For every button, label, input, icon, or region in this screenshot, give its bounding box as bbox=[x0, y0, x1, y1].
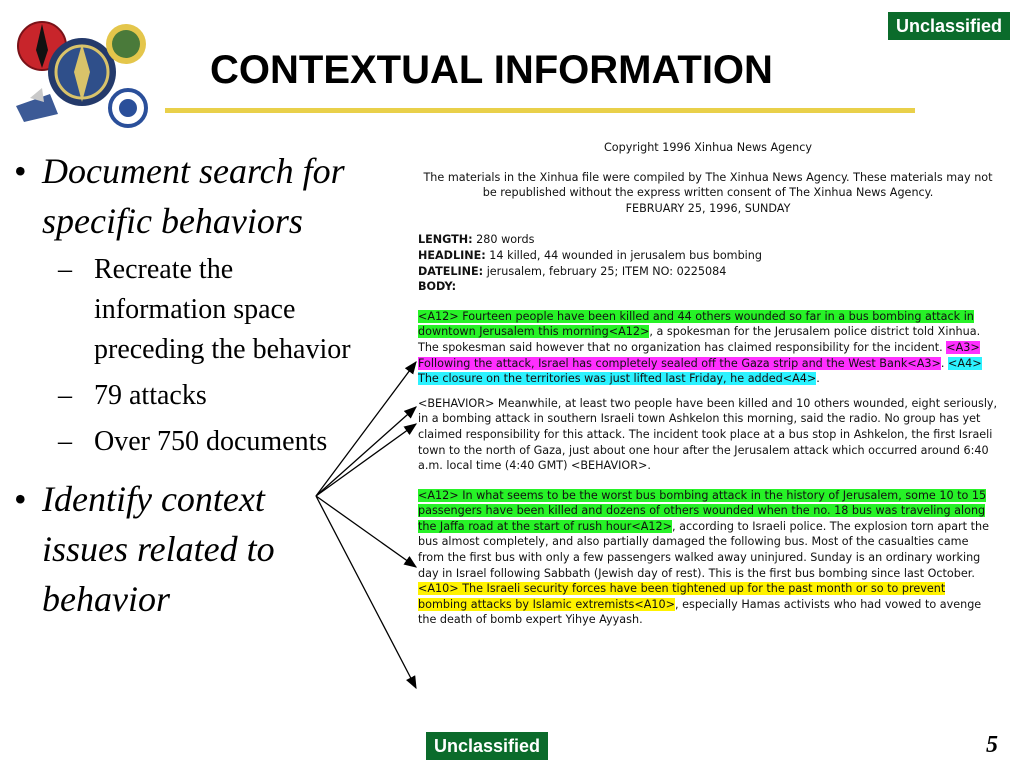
sub-bullet-text: Recreate the information space preceding the behavior bbox=[94, 254, 351, 365]
bullet-text: Identify context issues related to behavior bbox=[42, 479, 275, 619]
sub-bullet-text: Over 750 documents bbox=[94, 426, 328, 457]
usa-socom-seal-icon bbox=[48, 38, 116, 106]
wing-emblem-icon bbox=[16, 88, 58, 122]
dash-symbol: – bbox=[58, 426, 72, 457]
annotation-a10: <A10> The Israeli security forces have been tightened up for the past month or so to prevent bombing attacks by Islamic extremists<A10> bbox=[418, 582, 946, 611]
doc-headline: HEADLINE: 14 killed, 44 wounded in jerusalem bus bombing bbox=[418, 248, 762, 262]
bullet-symbol: • bbox=[14, 151, 27, 191]
page-number: 5 bbox=[986, 732, 998, 758]
doc-copyright: Copyright 1996 Xinhua News Agency bbox=[604, 141, 812, 154]
title-underline bbox=[165, 108, 915, 113]
bullet-document-search bbox=[14, 146, 354, 246]
doc-body-label: BODY: bbox=[418, 280, 457, 294]
doc-notice: The materials in the Xinhua file were compiled by The Xinhua News Agency. These materials may not be republished without the express written consent of The Xinhua News Agency. bbox=[423, 170, 993, 200]
annotation-a12: <A12> In what seems to be the worst bus bombing attack in the history of Jerusalem, some 10 to 15 passengers have been killed and dozens of others wounded when the no. 18 bus was traveling along the Jaffa road at the start of rush hour<A12> bbox=[418, 488, 987, 533]
classification-badge-top: Unclassified bbox=[888, 12, 1010, 40]
doc-dateline: DATELINE: jerusalem, february 25; ITEM NO: 0225084 bbox=[418, 264, 727, 278]
sub-bullet-documents bbox=[14, 422, 354, 462]
dash-symbol: – bbox=[58, 254, 72, 285]
slide-title: CONTEXTUAL INFORMATION bbox=[210, 48, 773, 92]
annotation-a12: <A12> Fourteen people have been killed and 44 others wounded so far in a bus bombing attack in downtown Jerusalem this morning<A12> bbox=[418, 309, 974, 339]
sub-bullet-attacks bbox=[14, 376, 354, 416]
news-document-excerpt bbox=[418, 140, 998, 637]
doc-paragraph-1: <A12> Fourteen people have been killed and 44 others wounded so far in a bus bombing attack in downtown Jerusalem this morning<A12>, a spokesman for the Jerusalem police district told Xinhua. The spokesman said however that no organization has claimed responsibility for the incident. <A3> Following the attack, Israel has completely sealed off the Gaza strip and the West Bank<A3>. <A4> The closure on the territories was just lifted last Friday, he added<A4>. bbox=[418, 309, 982, 386]
sub-bullet-recreate bbox=[14, 250, 354, 370]
dash-symbol: – bbox=[58, 380, 72, 411]
annotation-a3: <A3> Following the attack, Israel has completely sealed off the Gaza strip and the West Bank<A3> bbox=[418, 340, 980, 370]
bullet-text: Document search for specific behaviors bbox=[42, 151, 345, 241]
organization-logos bbox=[10, 10, 150, 130]
air-force-seal-icon bbox=[106, 24, 146, 64]
doc-paragraph-3: <A12> In what seems to be the worst bus bombing attack in the history of Jerusalem, some 10 to 15 passengers have been killed and dozens of others wounded when the no. 18 bus was traveling along the Jaffa road at the start of rush hour<A12>, according to Israeli police. The explosion torn apart the bus almost completely, and also partially damaged the following bus. Most of the casualties came from the first bus with only a few passengers walked away uninjured. Sunday is an ordinary working day in Israel following Sabbath (Jewish day of rest). This is the first bus bombing since last October. <A10> The Israeli security forces have been tightened up for the past month or so to prevent bombing attacks by Islamic extremists<A10>, especially Hamas activists who had vowed to avenge the death of bomb expert Yihye Ayyash. bbox=[418, 488, 989, 627]
bullet-identify-context bbox=[14, 474, 354, 624]
navy-special-warfare-seal-icon bbox=[110, 90, 146, 126]
classification-badge-bottom: Unclassified bbox=[426, 732, 548, 760]
doc-paragraph-behavior: <BEHAVIOR> Meanwhile, at least two people have been killed and 10 others wounded, eight seriously, in a bombing attack in southern Israeli town Ashkelon this morning, said the radio. No group has yet claimed responsibility for this attack. The incident took place at a bus stop in Ashkelon, the first Israeli town to the north of Gaza, just about one hour after the Jerusalem attack which occurred around 6:40 a.m. local time (4:40 GMT) <BEHAVIOR>. bbox=[418, 396, 998, 473]
doc-length: LENGTH: 280 words bbox=[418, 233, 535, 247]
bullet-symbol: • bbox=[14, 479, 27, 519]
doc-date: FEBRUARY 25, 1996, SUNDAY bbox=[625, 201, 791, 215]
bullet-list bbox=[14, 146, 354, 628]
sub-bullet-text: 79 attacks bbox=[94, 380, 207, 411]
annotation-a4: <A4> The closure on the territories was just lifted last Friday, he added<A4> bbox=[418, 356, 982, 386]
